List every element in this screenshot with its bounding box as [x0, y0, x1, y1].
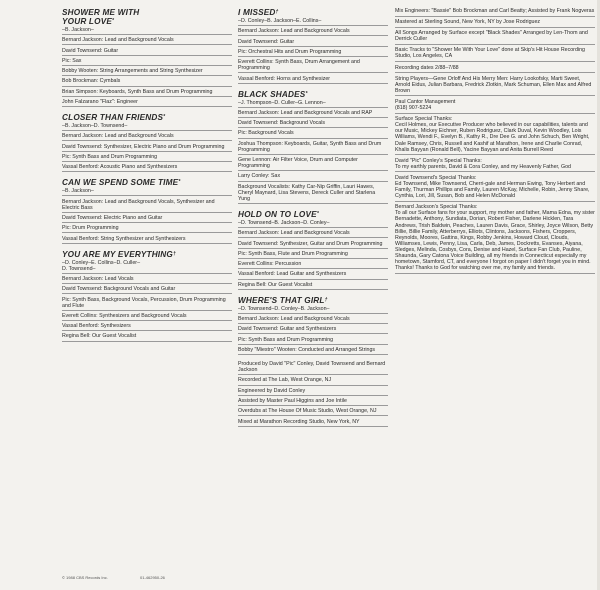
- credit-block: David "Pic" Conley's Special Thanks: To my earthly parents, David & Cora Conley, and my Heavenly Father, God: [395, 158, 595, 173]
- credit-line: Recorded at The Lab, West Orange, NJ: [238, 377, 388, 385]
- credit-line: Background Vocalists: Kathy Car-Nip Griffin, Lauri Hawes, Cheryl Maynard, Lisa Stevens, Dereck Culler and Starlena Yung: [238, 184, 388, 204]
- credit-line: Pic: Orchestral Hits and Drum Programming: [238, 49, 388, 57]
- song-title: [238, 210, 388, 219]
- credit-line: David Townsend: Synthesizer, Electric Piano and Drum Programming: [62, 144, 232, 152]
- song-title-text: HOLD ON TO LOVE: [238, 210, 317, 220]
- song-title-mark: *: [305, 90, 308, 97]
- credit-line: –J. Thompson–D. Culler–G. Lennon–: [238, 100, 388, 108]
- credit-line: Pic: Synth Bass, Flute and Drum Programming: [238, 251, 388, 259]
- song-title: [62, 113, 232, 122]
- credit-line: Bernard Jackson: Lead and Background Vocals: [238, 230, 388, 238]
- song-credits: [62, 8, 232, 107]
- song-title-mark: *: [163, 114, 166, 121]
- credit-block: Mix Engineers: "Bassie" Bob Brockman and Carl Beatty; Assisted by Frank Nogveras: [395, 8, 595, 17]
- song-title-mark: †: [324, 296, 328, 303]
- credit-line: Bernard Jackson: Lead Vocals: [62, 276, 232, 284]
- credit-line: Pic: Sax: [62, 58, 232, 66]
- credit-line: Bernard Jackson: Lead and Background Vocals and RAP: [238, 110, 388, 118]
- credit-line: Vassal Benford: Horns and Synthesizer: [238, 76, 388, 84]
- credit-block: Surface Special Thanks: Cecil Holmes, our Executive Producer who believed in our capabilities, talents and our Music, Mickey Eichner, Ruben Rodriguez, Clark Duval, Kevin Woodley, Lois Williams, Wendi F., Evelyn B., Kathy R., Dre Dee G. and John Schuch, Ben Wright, Dale Ramsey, Chris, Russell and Kashif at Marathon, Irene and Charlie Conrad, Khalis Bayyan (Ronald Bell), Yacine Bayyan and Anita Burrell Reed: [395, 116, 595, 155]
- song-title-text: CAN WE SPEND SOME TIME: [62, 178, 179, 188]
- credits-column-2: [238, 8, 388, 433]
- credit-block: Basic Tracks to "Shower Me With Your Love" done at Skip's Hit House Recording Studio, Los Angeles, CA: [395, 47, 595, 62]
- song-title-text: WHERE'S THAT GIRL: [238, 295, 325, 305]
- credit-line: –D. Townsend–D. Conley–B. Jackson–: [238, 306, 388, 314]
- song-title: [238, 8, 388, 17]
- credit-line: –B. Jackson–: [62, 188, 232, 196]
- song-title-text: SHOWER ME WITH YOUR LOVE: [62, 8, 140, 26]
- credit-block: All Songs Arranged by Surface except "Black Shades" Arranged by Len-Thom and Derrick Culler: [395, 30, 595, 45]
- song-credits: [238, 361, 388, 427]
- song-title-mark: †: [275, 9, 279, 15]
- credit-line: –D. Townsend–B. Jackson–D. Conley–: [238, 220, 388, 228]
- credit-line: Vassal Benford: Lead Guitar and Synthesizers: [238, 271, 388, 279]
- credit-line: Pic: Background Vocals: [238, 130, 388, 138]
- credit-line: Mixed at Marathon Recording Studio, New York, NY: [238, 419, 388, 427]
- credit-line: Pic: Synth Bass, Background Vocals, Percussion, Drum Programming and Flute: [62, 297, 232, 311]
- song-title: [238, 90, 388, 99]
- song-title: [62, 178, 232, 187]
- credit-line: Joshua Thompson: Keyboards, Guitar, Synth Bass and Drum Programming: [238, 141, 388, 155]
- credit-line: Larry Conley: Sax: [238, 173, 388, 181]
- credit-line: David Townsend: Guitar and Synthesizers: [238, 326, 388, 334]
- credit-line: David Townsend: Electric Piano and Guitar: [62, 215, 232, 223]
- song-title: [238, 296, 388, 305]
- song-title-text: YOU ARE MY EVERYTHING: [62, 249, 173, 259]
- credit-block: Paul Cantor Management (818) 907-5224: [395, 99, 595, 114]
- credit-line: Bobby Wooten: String Arrangements and String Synthesizer: [62, 68, 232, 76]
- credit-line: Vassal Benford: String Synthesizer and Synthesizers: [62, 236, 232, 244]
- credit-line: Bernard Jackson: Lead and Background Vocals: [62, 37, 232, 45]
- credit-block: Mastered at Sterling Sound, New York, NY by Jose Rodriguez: [395, 19, 595, 28]
- catalog-number: 01-462950-26: [140, 575, 165, 580]
- song-title-mark: *: [178, 179, 181, 186]
- song-title-text: BLACK SHADES: [238, 89, 306, 99]
- song-credits: [238, 90, 388, 204]
- song-title-mark: *: [112, 18, 115, 24]
- credit-line: David Townsend: Background Vocals: [238, 120, 388, 128]
- credit-line: David Townsend: Guitar: [238, 39, 388, 47]
- credit-line: Regina Bell: Our Guest Vocalist: [238, 282, 388, 290]
- credit-line: Vassal Benford: Acoustic Piano and Synthesizers: [62, 164, 232, 172]
- credit-line: John Falzarano "Flaz": Engineer: [62, 99, 232, 107]
- credit-block: Recording dates 2/88–7/88: [395, 65, 595, 74]
- credit-line: –B. Jackson–D. Townsend–: [62, 123, 232, 131]
- credit-line: Brian Simpson: Keyboards, Synth Bass and Drum Programming: [62, 89, 232, 97]
- credit-line: Bobby "Miestro" Wooten: Conducted and Arranged Strings: [238, 347, 388, 355]
- credit-line: David Townsend: Synthesizer, Guitar and Drum Programming: [238, 241, 388, 249]
- credit-line: Vassal Benford: Synthesizers: [62, 323, 232, 331]
- song-title-mark: *: [316, 211, 319, 218]
- credit-line: Produced by David "Pic" Conley, David Townsend and Bernard Jackson: [238, 361, 388, 375]
- credit-line: Pic: Synth Bass and Drum Programming: [238, 337, 388, 345]
- credit-line: Everett Collins: Percussion: [238, 261, 388, 269]
- credit-line: Bernard Jackson: Lead and Background Vocals: [238, 28, 388, 36]
- copyright-notice: © 1988 CBS Records Inc.: [62, 575, 108, 580]
- credit-line: Engineered by David Conley: [238, 388, 388, 396]
- credit-line: Pic: Drum Programming: [62, 225, 232, 233]
- credit-line: Everett Collins: Synth Bass, Drum Arrangement and Programming: [238, 59, 388, 73]
- song-title: [62, 250, 232, 259]
- credit-line: Bob Brockman: Cymbals: [62, 78, 232, 86]
- credit-line: Regina Bell: Our Guest Vocalist: [62, 333, 232, 341]
- song-credits: [238, 296, 388, 355]
- credit-line: David Townsend: Guitar: [62, 48, 232, 56]
- song-credits: [238, 8, 388, 84]
- credit-line: David Townsend: Background Vocals and Guitar: [62, 286, 232, 294]
- song-credits: [62, 250, 232, 342]
- song-credits: [62, 178, 232, 243]
- song-credits: [238, 210, 388, 290]
- credit-line: Bernard Jackson: Lead and Background Vocals, Synthesizer and Electric Bass: [62, 199, 232, 213]
- song-title-text: CLOSER THAN FRIENDS: [62, 113, 164, 123]
- credit-line: Gene Lennon: Air Filter Voice, Drum and Computer Programming: [238, 157, 388, 171]
- credits-column-3: [395, 8, 595, 276]
- credit-block: String Players—Gene Orloff And His Merry Men: Harry Lookofsky, Marti Sweet, Arnold Eidus, Julian Barbara, Fredrick Zlotkin, Mark Schuman, Ellen Max and Alfred Brown: [395, 76, 595, 97]
- credit-line: –D. Conley–B. Jackson–E. Collins–: [238, 18, 388, 26]
- credit-line: –B. Jackson–: [62, 27, 232, 35]
- credits-column-1: [62, 8, 232, 348]
- credit-line: Bernard Jackson: Lead and Background Vocals: [238, 316, 388, 324]
- credit-line: Pic: Synth Bass and Drum Programming: [62, 154, 232, 162]
- credit-line: Everett Collins: Synthesizers and Background Vocals: [62, 313, 232, 321]
- song-title: [62, 8, 232, 26]
- credit-line: –D. Conley–E. Collins–D. Culler– D. Townsend–: [62, 260, 232, 274]
- credit-line: Overdubs at The House Of Music Studio, West Orange, NJ: [238, 408, 388, 416]
- credit-block: David Townsend's Special Thanks: Ed Townsend, Mike Townsend, Cherri-gale and Herman Ewing, Tony Herbert and Family, Thurman Phillips and Family, Lauren McKay, Michelle, Robin, Jenny Share, Cynthia, Lori, Jill, Susan, Bob and Helen McDonald: [395, 175, 595, 202]
- credit-line: Bernard Jackson: Lead and Background Vocals: [62, 133, 232, 141]
- credit-line: Assisted by Master Paul Higgins and Joe Intile: [238, 398, 388, 406]
- song-title-mark: †: [172, 250, 176, 257]
- credit-block: Bernard Jackson's Special Thanks: To all our Surface fans for your support, my mother and father, Mama Edna, my sister Bernadette, Anthony, Sundiata, Dorian, Robert Fisher, Darlene Hicklen, Tara Andrews, Trish Baldwin, Peaches, Lauren Davis, Grace, Shirley, Joyce Wilson, Betty Billie, Billie Family, Atterberrys, Elliots, Clintons, Jacksons, Fishers, Croppers, Reynolds, Moores, Gattins, Kings, Robby Jenkins, Howard Cloud, Clouds, Williamses, Lewis, Penny, Lisa, Carla, Deb, James, Dockretts, Evanses, Aiyana, Sledges, Melinda, Cosbys, Cora, Denise and Hazel, Surface Fan Club, Pauline, Shaunda, Gary Catona Voice Building, all my friends in Connecticut especially my hometown, Stamford, CT, and everyone I forgot on paper I didn't forget you in mind. Thanks! Thanks to God for watching over me, my family and friends.: [395, 204, 595, 274]
- song-credits: [62, 113, 232, 172]
- song-title-text: I MISSED: [238, 8, 276, 17]
